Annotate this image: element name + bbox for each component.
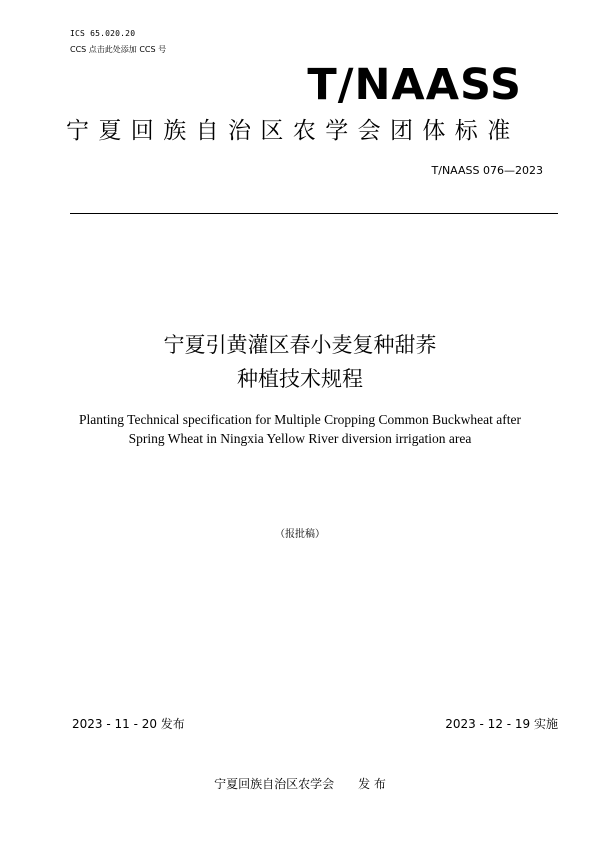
draft-status: （报批稿） (275, 529, 325, 540)
standard-brand-logo: T/NAASS (307, 60, 522, 110)
publisher-action: 发 布 (358, 777, 386, 791)
header-divider (70, 213, 558, 214)
issue-date: 2023 - 11 - 20 发布 (72, 717, 185, 731)
ccs-code: CCS 点击此处添加 CCS 号 (70, 45, 167, 54)
ics-code: ICS 65.020.20 (70, 29, 136, 38)
english-title-line-2: Spring Wheat in Ningxia Yellow River diversion irrigation area (128, 431, 472, 446)
chinese-title (0, 328, 600, 396)
english-title (0, 410, 600, 448)
publisher-name: 宁夏回族自治区农学会 (214, 777, 335, 791)
implementation-date: 2023 - 12 - 19 实施 (445, 717, 558, 731)
standard-number: T/NAASS 076—2023 (431, 164, 543, 177)
organization-full-name: 宁夏回族自治区农学会团体标准 (66, 118, 520, 144)
publisher-line (0, 776, 600, 792)
english-title-line-1: Planting Technical specification for Multiple Cropping Common Buckwheat after (79, 412, 521, 427)
chinese-title-line-2: 种植技术规程 (237, 367, 363, 391)
chinese-title-line-1: 宁夏引黄灌区春小麦复种甜荞 (163, 333, 437, 357)
